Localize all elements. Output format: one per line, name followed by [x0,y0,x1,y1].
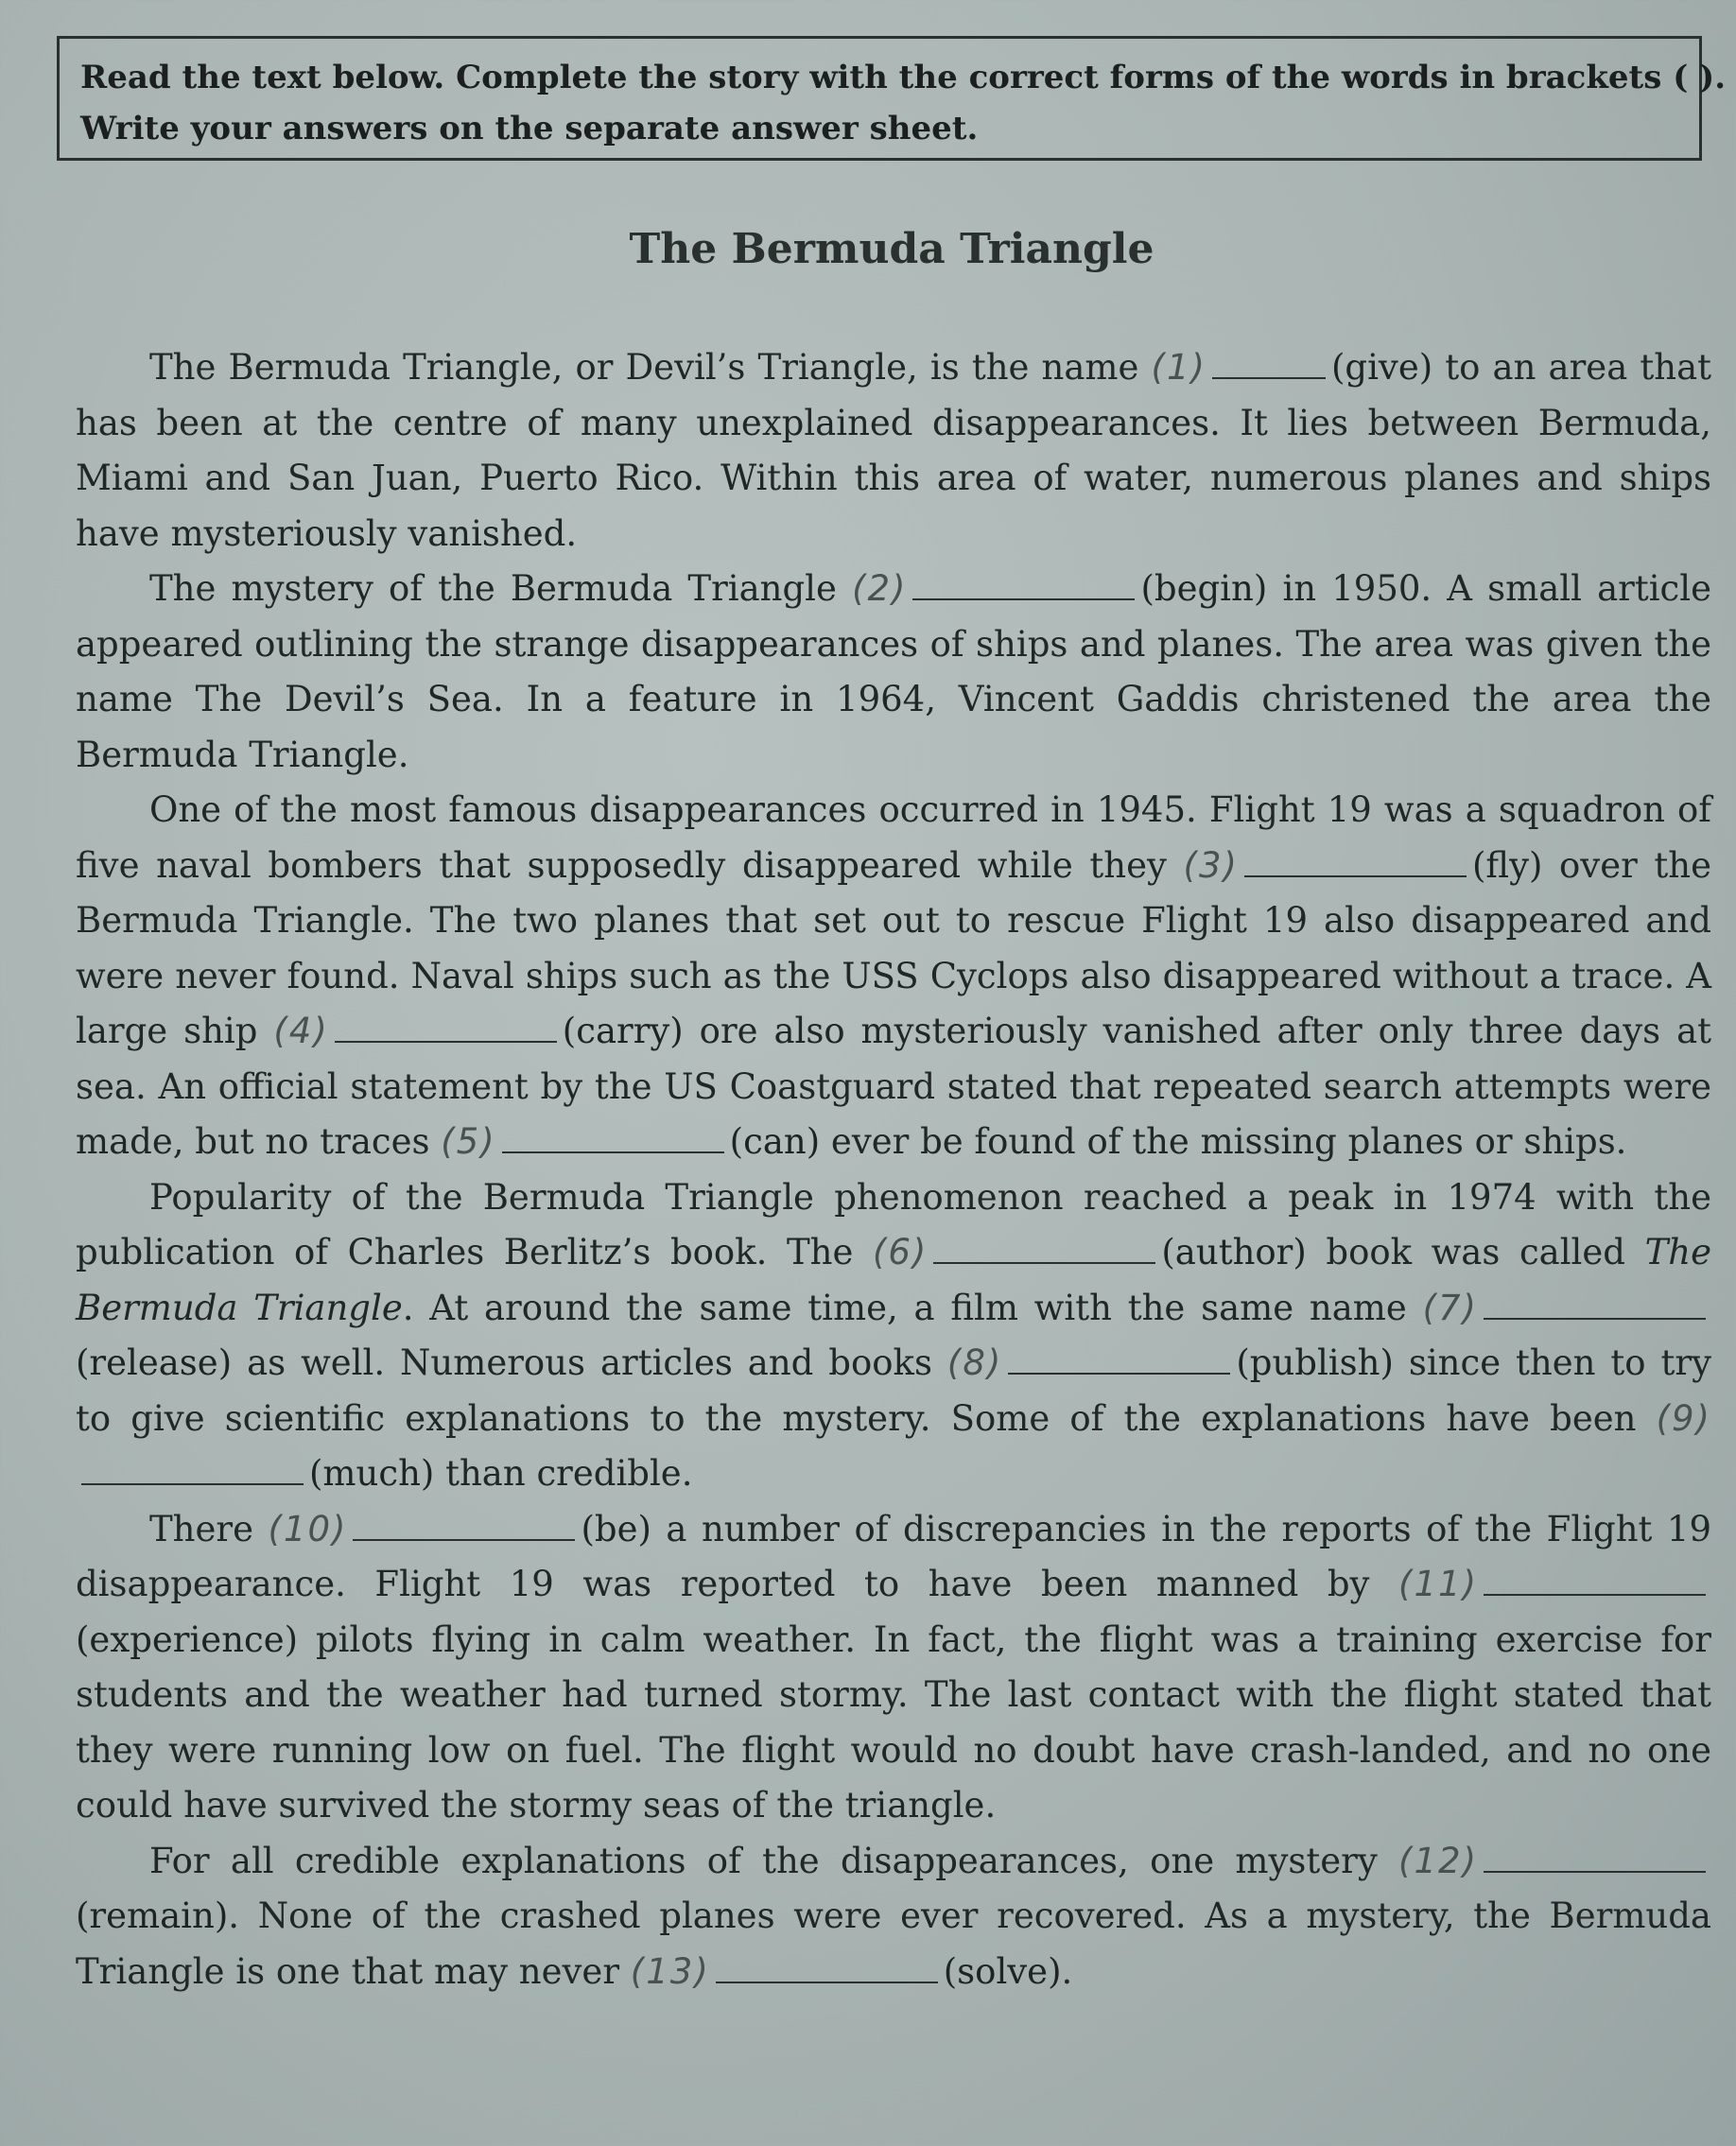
gap-number-2: (2) [852,568,908,609]
hint-word-4: (carry) [562,1011,684,1051]
text: . [1061,1950,1073,1992]
answer-gap-5 [502,1122,724,1153]
hint-word-2: (begin) [1140,568,1268,609]
answer-gap-8 [1008,1343,1230,1375]
story-text [76,340,1711,1999]
text: pilots flying in calm weather. In fact, the flight was a training exercise for students and the weather had turned stormy. The last contact with the flight stated that they were running low on fuel. The flight would no doubt have crash-landed, and no one could have survived the stormy seas of the triangle. [76,1618,1711,1826]
text: One of the most famous disappearances occurred in 1945. Flight 19 was a squadron of five naval bombers that supposedly disappeared while they [76,789,1711,886]
gap-number-12: (12) [1398,1840,1478,1881]
text: since then to try to give scientific explanations to the mystery. Some of the explanations have been [76,1342,1711,1439]
paragraph-2 [76,562,1711,783]
paragraph-4 [76,1170,1711,1502]
text: over the Bermuda Triangle. The two planes that set out to rescue Flight 19 also disappeared and were never found. Naval ships such as the USS Cyclops also disappeared without a trace. A large ship [76,844,1712,1051]
text: a number of discrepancies in the reports of the Flight 19 disappearance. Flight 19 was reported to have been manned by [76,1508,1711,1604]
text: The Bermuda Triangle, or Devil’s Triangle, is the name [149,347,1139,388]
answer-gap-9 [81,1454,304,1485]
text: The mystery of the Bermuda Triangle [149,568,837,609]
text: than credible. [445,1453,693,1494]
gap-number-6: (6) [872,1232,929,1272]
instructions-line-1: Read the text below. Complete the story with the correct forms of the words in brackets ( ). [80,59,1727,96]
text: in 1950. A small article appeared outlining the strange disappearances of ships and planes. The area was given the name The Devil’s Sea. In a feature in 1964, Vincent Gaddis christened the area the Bermuda Triangle. [76,568,1711,775]
instructions-box [57,36,1727,161]
answer-gap-12 [1484,1841,1706,1872]
paragraph-1 [76,340,1711,562]
text: There [149,1508,253,1549]
text: . None of the crashed planes were ever recovered. As a mystery, the Bermuda Triangle is one that may never [76,1895,1711,1992]
hint-word-3: (fly) [1471,844,1543,886]
story-title: The Bermuda Triangle [629,225,1154,273]
gap-number-13: (13) [630,1950,710,1992]
answer-gap-4 [335,1012,557,1043]
text: as well. Numerous articles and books [247,1342,932,1383]
book-title: The Bermuda Triangle [76,1232,1711,1328]
answer-gap-10 [353,1509,575,1540]
gap-number-3: (3) [1183,844,1239,886]
paragraph-6 [76,1834,1711,2000]
answer-gap-11 [1484,1565,1706,1596]
answer-gap-7 [1484,1288,1706,1319]
gap-number-7: (7) [1422,1287,1478,1328]
text: ever be found of the missing planes or ships. [830,1121,1627,1162]
text: book was called [1326,1232,1625,1272]
hint-word-7: (release) [76,1342,233,1383]
gap-number-9: (9) [1656,1397,1711,1439]
hint-word-10: (be) [581,1508,651,1549]
hint-word-5: (can) [729,1121,821,1162]
paragraph-5 [76,1502,1711,1834]
hint-word-6: (author) [1161,1232,1307,1272]
gap-number-5: (5) [441,1121,496,1162]
hint-word-8: (publish) [1236,1342,1394,1383]
instructions-line-2: Write your answers on the separate answer sheet. [80,110,979,147]
answer-gap-1 [1212,348,1326,379]
gap-number-11: (11) [1398,1564,1478,1604]
gap-number-1: (1) [1151,347,1207,388]
answer-gap-2 [912,569,1135,600]
text: For all credible explanations of the disappearances, one mystery [149,1840,1378,1881]
text: Popularity of the Bermuda Triangle phenomenon reached a peak in 1974 with the publication of Charles Berlitz’s book. The [76,1176,1711,1272]
gap-number-8: (8) [946,1342,1003,1383]
hint-word-13: (solve) [943,1950,1062,1992]
hint-word-12: (remain) [76,1895,229,1936]
hint-word-11: (experience) [76,1618,299,1660]
paragraph-3 [76,783,1711,1170]
text: . At around the same time, a film with the same name [402,1287,1407,1328]
gap-number-4: (4) [273,1011,329,1051]
answer-gap-3 [1244,845,1467,876]
hint-word-1: (give) [1330,347,1433,388]
answer-gap-6 [933,1233,1155,1264]
text: to an area that has been at the centre of many unexplained disappearances. It lies between Bermuda, Miami and San Juan, Puerto Rico. Within this area of water, numerous planes and ships have mysteriously vanished. [76,347,1712,554]
text: ore also mysteriously vanished after only three days at sea. An official statement by the US Coastguard stated that repeated search attempts were made, but no traces [76,1011,1712,1162]
hint-word-9: (much) [309,1453,435,1494]
answer-gap-13 [716,1951,938,1982]
gap-number-10: (10) [268,1508,348,1549]
